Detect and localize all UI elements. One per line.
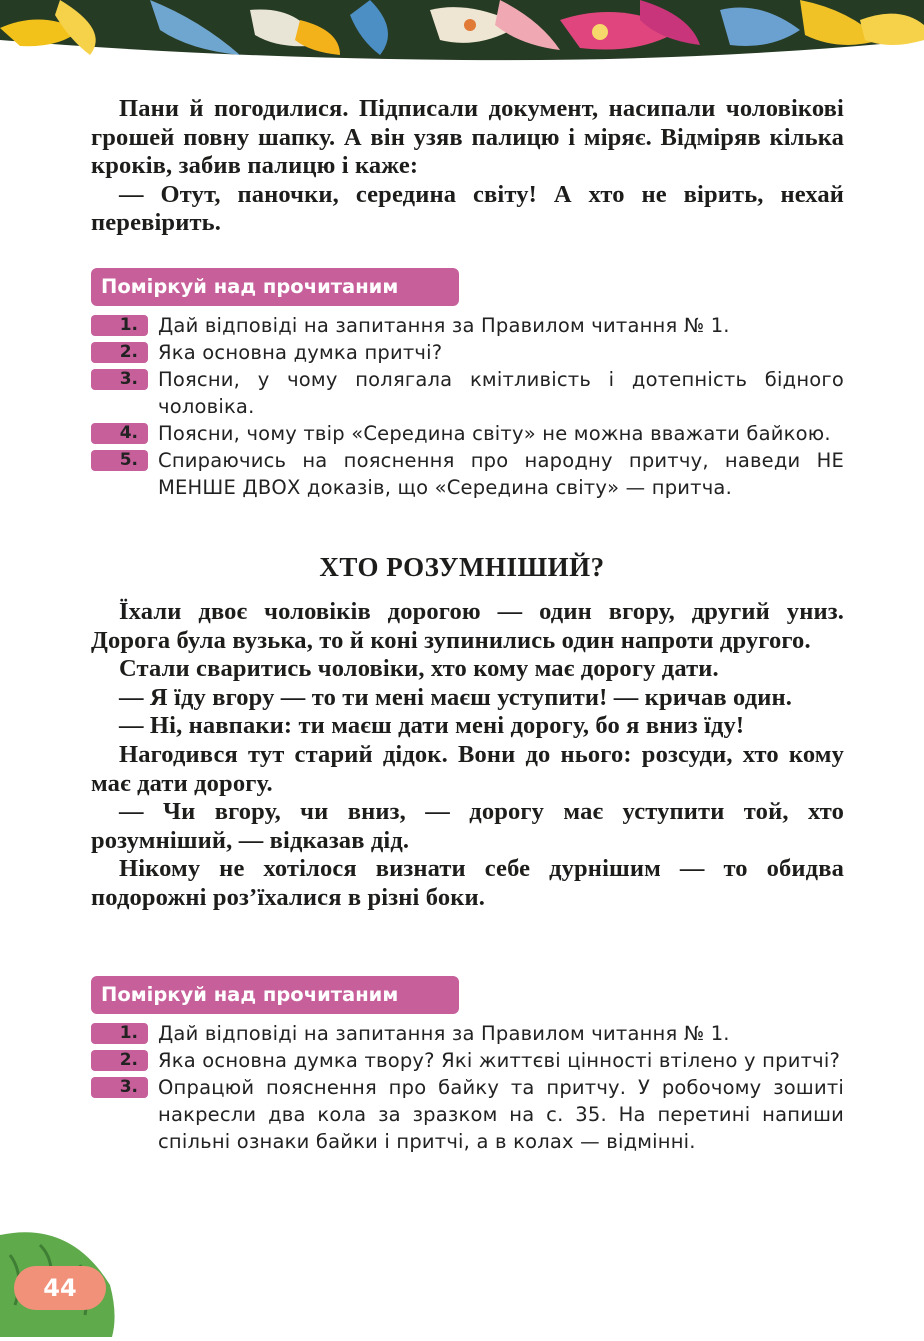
question-list [91,312,844,501]
flower-banner [0,0,924,70]
story-paragraph: — Ні, навпаки: ти маєш дати мені дорогу, бо я вниз їду! [119,712,745,740]
question-item [91,1047,844,1074]
question-number: 3. [91,369,148,390]
story-paragraph: — Чи вгору, чи вниз, — дорогу має уступити той, хто розумніший, — відказав дід. [91,798,844,854]
story-paragraph: Їхали двоє чоловіків дорогою — один вгору, другий униз. Дорога була вузька, то й коні зупинились один напроти другого. [91,598,844,654]
question-item [91,339,844,366]
story-paragraph: Нікому не хотілося визнати себе дурнішим — то обидва подорожні роз’їхалися в різні боки. [91,855,844,911]
question-text: Дай відповіді на запитання за Правилом читання № 1. [158,1022,730,1045]
question-text: Поясни, чому твір «Середина світу» не можна вважати байкою. [158,422,831,445]
question-number: 1. [91,1023,148,1044]
page-number: 44 [14,1266,106,1310]
story-paragraph: Пани й погодилися. Підписали документ, насипали чоловікові грошей повну шапку. А він узяв палицю і міряє. Відміряв кілька кроків, забив палицю і каже: [91,95,844,180]
question-item [91,447,844,501]
story-continuation [91,95,844,238]
question-number: 2. [91,342,148,363]
question-text: Опрацюй пояснення про байку та притчу. У робочому зошиті накресли два кола за зразком на с. 35. На перетині напиши спільні ознаки байки і притчі, а в колах — відмінні. [158,1076,844,1153]
question-item [91,366,844,420]
question-list [91,1020,844,1155]
question-item [91,1074,844,1155]
story-paragraph: Стали сваритись чоловіки, хто кому має дорогу дати. [119,655,719,683]
question-number: 4. [91,423,148,444]
story-paragraph: — Отут, паночки, середина світу! А хто не вірить, нехай перевірить. [91,180,844,237]
question-text: Спираючись на пояснення про народну притчу, наведи НЕ МЕНШЕ ДВОХ доказів, що «Середина світу» — притча. [158,449,844,499]
question-number: 3. [91,1077,148,1098]
question-item [91,1020,844,1047]
question-text: Яка основна думка твору? Які життєві цінності втілено у притчі? [158,1049,841,1072]
question-text: Яка основна думка притчі? [158,341,443,364]
question-text: Дай відповіді на запитання за Правилом читання № 1. [158,314,730,337]
section-title-reflect: Поміркуй над прочитаним [91,976,459,1014]
question-number: 2. [91,1050,148,1071]
story-text [91,598,844,913]
question-item [91,312,844,339]
flower-banner-illustration [0,0,924,70]
question-number: 1. [91,315,148,336]
story-paragraph: — Я їду вгору — то ти мені маєш уступити! — кричав один. [119,683,793,711]
story-heading: ХТО РОЗУМНІШИЙ? [319,552,605,582]
section-title-reflect: Поміркуй над прочитаним [91,268,459,306]
question-item [91,420,844,447]
story-paragraph: Нагодився тут старий дідок. Вони до нього: розсуди, хто кому має дати дорогу. [91,740,844,797]
question-text: Поясни, у чому полягала кмітливість і дотепність бідного чоловіка. [158,368,844,418]
question-number: 5. [91,450,148,471]
